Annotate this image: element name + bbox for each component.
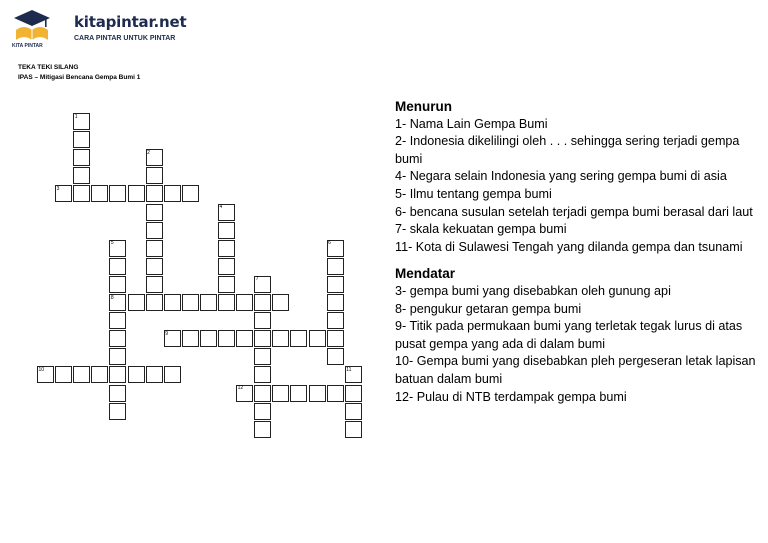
crossword-cell[interactable] (327, 312, 344, 329)
crossword-cell[interactable] (327, 258, 344, 275)
crossword-cell[interactable] (345, 421, 362, 438)
crossword-cell[interactable] (218, 222, 235, 239)
crossword-cell[interactable] (146, 240, 163, 257)
clue-number: 6 (328, 240, 331, 247)
across-clue: 10- Gempa bumi yang disebabkan pleh pergeseran letak lapisan batuan dalam bumi (395, 354, 756, 386)
crossword-cell[interactable] (200, 330, 217, 347)
crossword-cell[interactable] (109, 276, 126, 293)
crossword-cell[interactable] (327, 276, 344, 293)
crossword-cell[interactable] (236, 294, 253, 311)
crossword-cell[interactable] (146, 366, 163, 383)
crossword-cell[interactable] (91, 366, 108, 383)
clue-number: 1 (74, 113, 78, 120)
across-clue: 9- Titik pada permukaan bumi yang terletak tegak lurus di atas pusat gempa yang ada di dalam bumi (395, 319, 743, 351)
crossword-cell[interactable] (254, 403, 271, 420)
clue-number: 10 (38, 366, 45, 373)
crossword-cell[interactable] (109, 258, 126, 275)
crossword-cell[interactable] (164, 294, 181, 311)
crossword-cell[interactable] (109, 330, 126, 347)
brand-name: kitapintar.net (74, 13, 187, 31)
clue-number: 12 (237, 385, 244, 391)
crossword-cell[interactable] (128, 366, 145, 383)
crossword-cell[interactable] (218, 276, 235, 293)
crossword-cell[interactable] (200, 294, 217, 311)
crossword-cell[interactable] (272, 330, 289, 347)
crossword-cell[interactable] (109, 403, 126, 420)
crossword-cell[interactable] (128, 185, 145, 202)
crossword-cell[interactable] (254, 385, 271, 402)
crossword-cell[interactable] (109, 385, 126, 402)
crossword-cell[interactable] (146, 294, 163, 311)
crossword-cell[interactable] (254, 330, 271, 347)
crossword-cell[interactable] (272, 294, 289, 311)
crossword-cell[interactable] (254, 366, 271, 383)
crossword-cell[interactable] (182, 185, 199, 202)
crossword-cell[interactable] (218, 330, 235, 347)
crossword-cell[interactable] (109, 348, 126, 365)
across-clue: 12- Pulau di NTB terdampak gempa bumi (395, 389, 627, 404)
crossword-cell[interactable] (272, 385, 289, 402)
crossword-cell[interactable] (254, 348, 271, 365)
down-clue: 5- Ilmu tentang gempa bumi (395, 186, 552, 201)
down-heading: Menurun (395, 99, 452, 114)
crossword-cell[interactable] (236, 330, 253, 347)
clue-number: 2 (147, 149, 150, 156)
brand-tagline: CARA PINTAR UNTUK PINTAR (74, 35, 176, 42)
crossword-cell[interactable] (91, 185, 108, 202)
across-clue: 3- gempa bumi yang disebabkan oleh gunung api (395, 283, 671, 298)
clue-list (395, 98, 757, 406)
worksheet-subtitle: IPAS – Mitigasi Bencana Gempa Bumi 1 (18, 74, 141, 81)
down-clue: 6- bencana susulan setelah terjadi gempa bumi berasal dari laut (395, 204, 753, 219)
crossword-cell[interactable] (73, 131, 90, 148)
crossword-cell[interactable] (182, 294, 199, 311)
crossword-cell[interactable] (254, 294, 271, 311)
crossword-cell[interactable] (146, 258, 163, 275)
crossword-cell[interactable] (146, 204, 163, 221)
crossword-cell[interactable] (327, 348, 344, 365)
crossword-cell[interactable] (327, 330, 344, 347)
crossword-cell[interactable] (128, 294, 145, 311)
crossword-cell[interactable] (73, 185, 90, 202)
clue-number: 3 (56, 185, 60, 192)
crossword-cell[interactable] (55, 366, 72, 383)
down-clue: 1- Nama Lain Gempa Bumi (395, 116, 548, 131)
down-clue: 4- Negara selain Indonesia yang sering gempa bumi di asia (395, 169, 727, 184)
crossword-cell[interactable] (254, 421, 271, 438)
crossword-cell[interactable] (345, 403, 362, 420)
clue-number: 4 (219, 204, 223, 210)
crossword-cell[interactable] (254, 312, 271, 329)
logo-mark-text: KITA PINTAR (12, 43, 43, 49)
crossword-cell[interactable] (109, 312, 126, 329)
worksheet-title: TEKA TEKI SILANG (18, 64, 79, 71)
down-clue: 7- skala kekuatan gempa bumi (395, 222, 567, 237)
down-clue: 2- Indonesia dikelilingi oleh . . . sehingga sering terjadi gempa bumi (395, 134, 740, 166)
clue-number: 5 (110, 240, 114, 247)
crossword-cell[interactable] (164, 185, 181, 202)
crossword-cell[interactable] (309, 385, 326, 402)
crossword-cell[interactable] (290, 330, 307, 347)
across-heading: Mendatar (395, 266, 456, 282)
crossword-cell[interactable] (146, 276, 163, 293)
crossword-cell[interactable] (327, 385, 344, 402)
clue-number: 8 (110, 294, 114, 301)
across-clue: 8- pengukur getaran gempa bumi (395, 301, 582, 316)
crossword-cell[interactable] (146, 167, 163, 184)
crossword-cell[interactable] (327, 294, 344, 311)
crossword-cell[interactable] (109, 366, 126, 383)
clue-number: 11 (346, 366, 352, 373)
crossword-cell[interactable] (146, 222, 163, 239)
crossword-cell[interactable] (218, 240, 235, 257)
crossword-cell[interactable] (109, 185, 126, 202)
clue-number: 9 (165, 330, 168, 337)
crossword-cell[interactable] (309, 330, 326, 347)
crossword-cell[interactable] (73, 149, 90, 166)
crossword-cell[interactable] (73, 366, 90, 383)
crossword-cell[interactable] (73, 167, 90, 184)
crossword-cell[interactable] (218, 294, 235, 311)
crossword-cell[interactable] (345, 385, 362, 402)
down-clue: 11- Kota di Sulawesi Tengah yang dilanda gempa dan tsunami (395, 239, 743, 254)
clue-number: 7 (255, 276, 259, 283)
crossword-cell[interactable] (164, 366, 181, 383)
crossword-cell[interactable] (218, 258, 235, 275)
crossword-cell[interactable] (182, 330, 199, 347)
crossword-cell[interactable] (290, 385, 307, 402)
crossword-cell[interactable] (146, 185, 163, 202)
